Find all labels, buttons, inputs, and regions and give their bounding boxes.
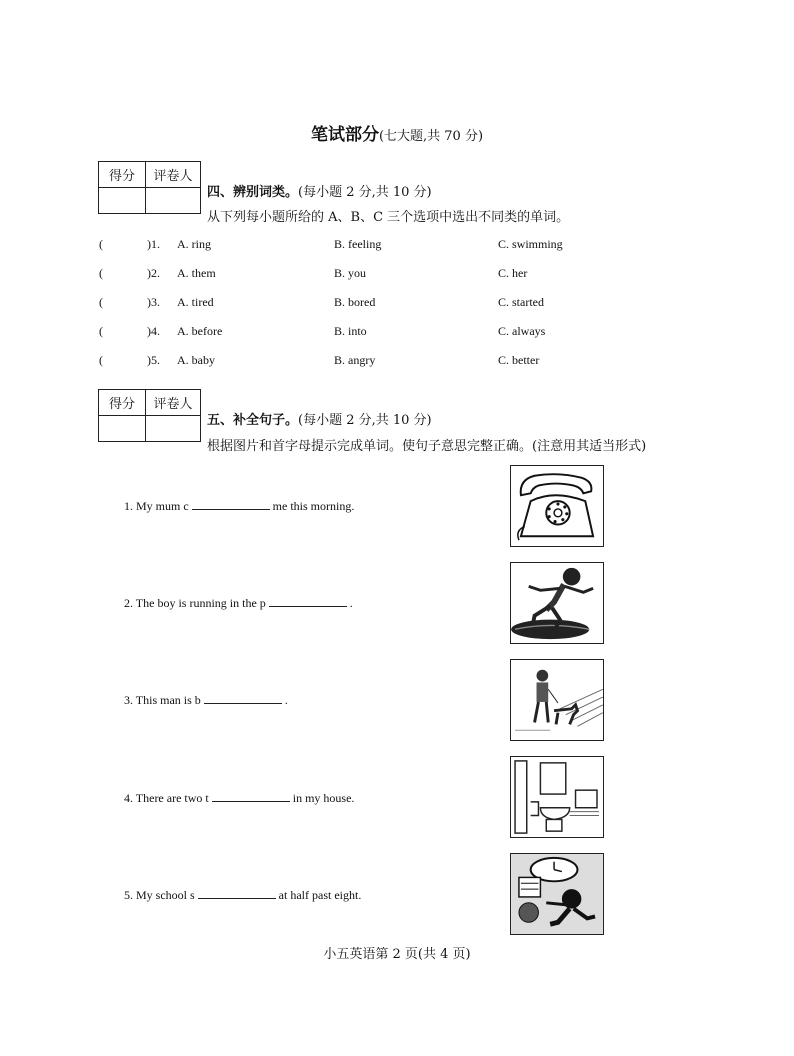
question-number: )4. [147,324,160,338]
option-a: A. before [177,324,223,338]
section5-title: 五、补全句子。 [207,413,299,428]
option-c: C. her [498,266,528,280]
answer-paren[interactable]: ( [99,237,103,251]
answer-paren[interactable]: ( [99,324,103,338]
section5-instruction: 根据图片和首字母提示完成单词。使句子意思完整正确。(注意用其适当形式) [207,439,647,454]
page-footer: 小五英语第 2 页(共 4 页) [323,947,471,962]
sentence-end: at half past eight. [278,888,362,902]
answer-blank[interactable] [269,596,347,607]
section4-instruction: 从下列每小题所给的 A、B、C 三个选项中选出不同类的单词。 [207,210,570,225]
telephone-icon [511,466,603,546]
answer-blank[interactable] [192,499,270,510]
option-a: A. ring [177,237,211,251]
answer-blank[interactable] [204,693,282,704]
bathroom-toilet-picture [510,756,604,838]
title-main: 笔试部分 [310,125,379,145]
answer-paren[interactable]: ( [99,353,103,367]
man-walking-dog-icon [511,660,603,740]
telephone-picture [510,465,604,547]
grader-label: 评卷人 [146,162,201,188]
option-c: C. better [498,353,540,367]
grader-label: 评卷人 [146,390,201,416]
score-label: 得分 [99,162,146,188]
sentence-start: 4. There are two t [124,791,209,805]
sentence-question [124,499,354,514]
section5-points: (每小题 2 分,共 10 分) [298,413,432,428]
sentence-end: me this morning. [272,499,355,513]
question-number: )3. [147,295,160,309]
clock-boy-icon [511,854,603,934]
option-a: A. tired [177,295,214,309]
title-sub: (七大题,共 70 分) [378,129,484,144]
score-cell[interactable] [99,188,146,214]
sentence-question [124,791,354,806]
question-row [99,266,699,286]
question-number: )1. [147,237,160,251]
option-b: B. bored [334,295,376,309]
option-c: C. swimming [498,237,563,251]
answer-paren[interactable]: ( [99,266,103,280]
question-row [99,295,699,315]
section4-title: 四、辨别词类。 [207,185,299,200]
sentence-end: . [284,693,288,707]
sentence-start: 3. This man is b [124,693,201,707]
option-b: B. into [334,324,367,338]
answer-paren[interactable]: ( [99,295,103,309]
answer-blank[interactable] [212,791,290,802]
grader-cell[interactable] [146,188,201,214]
section4-heading [207,181,432,200]
sentence-question [124,693,288,708]
running-boy-picture [510,562,604,644]
question-row [99,237,699,257]
option-a: A. baby [177,353,215,367]
score-box-section4 [98,161,201,214]
option-a: A. them [177,266,216,280]
score-cell[interactable] [99,416,146,442]
sentence-question [124,888,361,903]
score-label: 得分 [99,390,146,416]
section4-points: (每小题 2 分,共 10 分) [298,185,432,200]
boy-running-late-clock-picture [510,853,604,935]
sentence-end: . [349,596,353,610]
question-number: )2. [147,266,160,280]
sentence-end: in my house. [292,791,355,805]
sentence-start: 2. The boy is running in the p [124,596,266,610]
question-number: )5. [147,353,160,367]
page-title [0,120,794,145]
sentence-start: 5. My school s [124,888,195,902]
sentence-question [124,596,353,611]
man-walking-dog-picture [510,659,604,741]
answer-blank[interactable] [198,888,276,899]
sentence-start: 1. My mum c [124,499,189,513]
option-c: C. always [498,324,546,338]
option-c: C. started [498,295,544,309]
option-b: B. you [334,266,367,280]
grader-cell[interactable] [146,416,201,442]
score-box-section5 [98,389,201,442]
question-row [99,353,699,373]
section5-heading [207,409,432,428]
toilet-icon [511,757,603,837]
question-row [99,324,699,344]
option-b: B. feeling [334,237,382,251]
running-boy-icon [511,563,603,643]
option-b: B. angry [334,353,376,367]
